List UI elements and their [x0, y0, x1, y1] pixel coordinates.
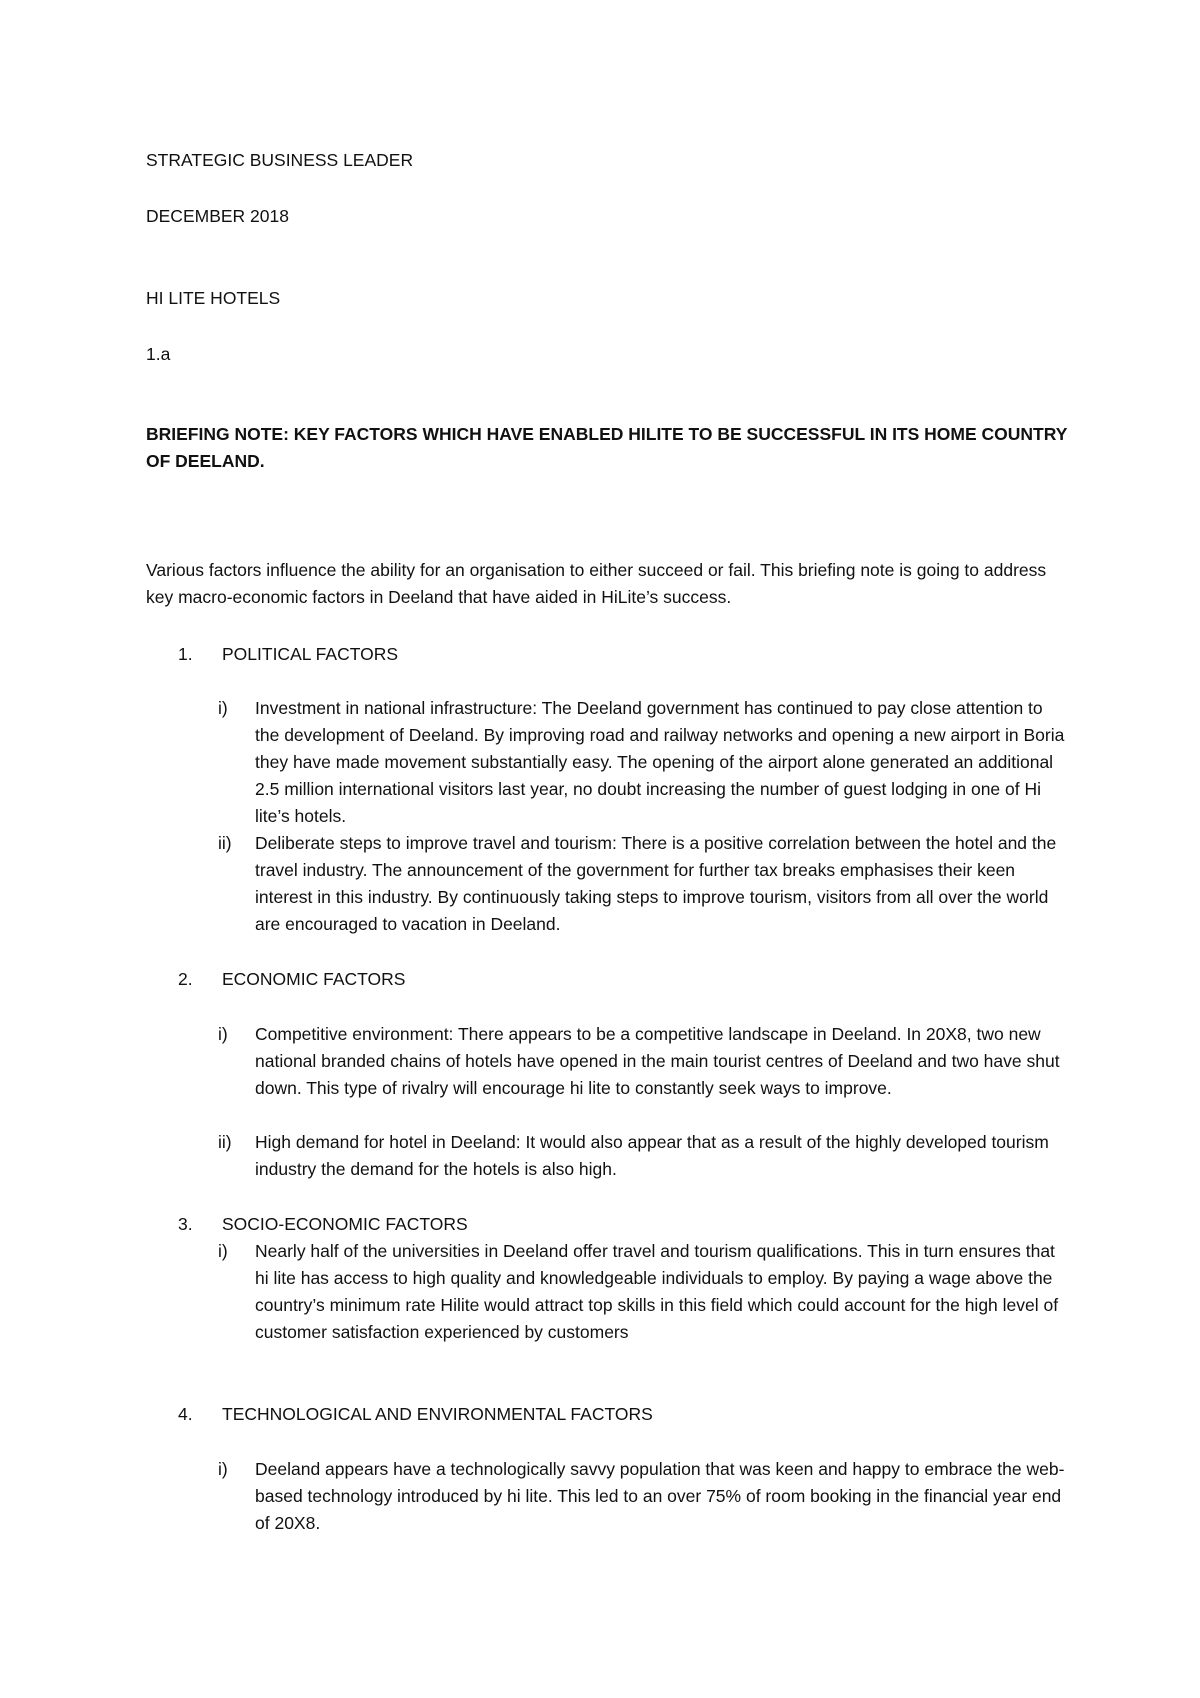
list-item	[218, 1238, 1068, 1346]
section-number: 1.	[178, 644, 193, 664]
section-number: 2.	[178, 969, 193, 989]
item-marker: i)	[218, 1024, 228, 1044]
section-title-text: POLITICAL FACTORS	[222, 644, 399, 664]
list-item	[218, 1129, 1068, 1183]
list-item	[218, 1021, 1068, 1102]
item-text: Nearly half of the universities in Deeland offer travel and tourism qualifications. This in turn ensures that hi lite has access to high quality and knowledgeable individuals to employ. By paying a wage above the country’s minimum rate Hilite would attract top skills in this field which could account for the high level of customer satisfaction experienced by customers	[255, 1241, 1059, 1342]
item-text: High demand for hotel in Deeland: It would also appear that as a result of the highly developed tourism industry the demand for the hotels is also high.	[255, 1132, 1049, 1179]
section-number: 3.	[178, 1214, 193, 1234]
section-title-text: ECONOMIC FACTORS	[222, 969, 406, 989]
item-marker: ii)	[218, 833, 232, 853]
list-item	[218, 830, 1068, 938]
section-political-title	[146, 641, 398, 668]
course-title: STRATEGIC BUSINESS LEADER	[146, 150, 414, 170]
item-marker: i)	[218, 698, 228, 718]
exam-date: DECEMBER 2018	[146, 206, 289, 226]
item-text: Deeland appears have a technologically savvy population that was keen and happy to embrace the web-based technology introduced by hi lite. This led to an over 75% of room booking in the financial year end of 20X8.	[255, 1459, 1065, 1533]
item-text: Investment in national infrastructure: The Deeland government has continued to pay close attention to the development of Deeland. By improving road and railway networks and opening a new airport in Boria they have made movement substantially easy. The opening of the airport alone generated an additional 2.5 million international visitors last year, no doubt increasing the number of guest lodging in one of Hi lite’s hotels.	[255, 698, 1065, 826]
section-number: 4.	[178, 1404, 193, 1424]
item-text: Deliberate steps to improve travel and tourism: There is a positive correlation between the hotel and the travel industry. The announcement of the government for further tax breaks emphasises their keen interest in this industry. By continuously taking steps to improve tourism, visitors from all over the world are encouraged to vacation in Deeland.	[255, 833, 1057, 934]
list-item	[218, 695, 1068, 830]
case-title: HI LITE HOTELS	[146, 288, 281, 308]
intro-paragraph: Various factors influence the ability for an organisation to either succeed or fail. This briefing note is going to address key macro-economic factors in Deeland that have aided in HiLite’s success.	[146, 560, 1047, 607]
briefing-note-title: BRIEFING NOTE: KEY FACTORS WHICH HAVE ENABLED HILITE TO BE SUCCESSFUL IN ITS HOME COUNTRY OF DEELAND.	[146, 424, 1068, 471]
item-text: Competitive environment: There appears to be a competitive landscape in Deeland. In 20X8, two new national branded chains of hotels have opened in the main tourist centres of Deeland and two have shut down. This type of rivalry will encourage hi lite to constantly seek ways to improve.	[255, 1024, 1060, 1098]
item-marker: i)	[218, 1459, 228, 1479]
section-technological-title	[146, 1401, 653, 1428]
section-title-text: SOCIO-ECONOMIC FACTORS	[222, 1214, 468, 1234]
section-economic-title	[146, 966, 405, 993]
list-item	[218, 1456, 1068, 1537]
question-number: 1.a	[146, 344, 171, 364]
item-marker: ii)	[218, 1132, 232, 1152]
section-socio-economic-title	[146, 1211, 468, 1238]
item-marker: i)	[218, 1241, 228, 1261]
section-title-text: TECHNOLOGICAL AND ENVIRONMENTAL FACTORS	[222, 1404, 653, 1424]
